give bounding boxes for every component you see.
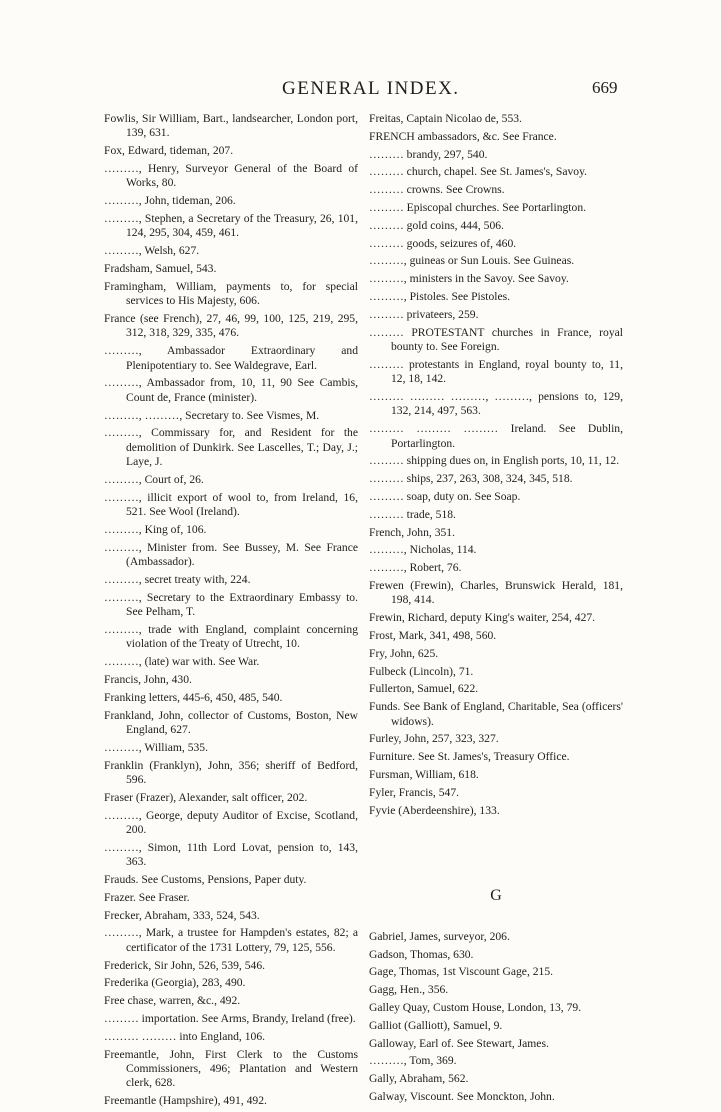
index-entry: ………, Tom, 369. xyxy=(369,1054,457,1068)
index-entry: ………, ………, Secretary to. See Vismes, M. xyxy=(104,408,320,422)
index-entry: ……… shipping dues on, in English ports, 10, 11, 12. xyxy=(369,454,620,468)
index-entry: ………, illicit export of wool to, from Ireland, 16, 521. See Wool (Ireland). xyxy=(104,490,358,519)
index-entry: Fowlis, Sir William, Bart., landsearcher, London port, 139, 631. xyxy=(104,112,358,140)
index-entry: Frankland, John, collector of Customs, Boston, New England, 627. xyxy=(104,708,358,737)
index-entry: Frecker, Abraham, 333, 524, 543. xyxy=(104,908,260,922)
section-letter-heading: G xyxy=(490,887,502,905)
index-entry: Galloway, Earl of. See Stewart, James. xyxy=(369,1036,549,1050)
index-entry: Fradsham, Samuel, 543. xyxy=(104,262,217,275)
index-entry: Galley Quay, Custom House, London, 13, 79. xyxy=(369,1000,582,1014)
index-entry: ………, William, 535. xyxy=(104,740,208,754)
index-entry: Franking letters, 445-6, 450, 485, 540. xyxy=(104,690,283,704)
index-entry: Freitas, Captain Nicolao de, 553. xyxy=(369,112,522,125)
section-spacer xyxy=(369,821,623,883)
index-entry: ………, Mark, a trustee for Hampden's estates, 82; a certificator of the 1731 Lottery, 79, 125, 556. xyxy=(104,926,358,954)
index-entry: ………, Minister from. See Bussey, M. See France (Ambassador). xyxy=(104,540,358,569)
index-entry: Frewin, Richard, deputy King's waiter, 254, 427. xyxy=(369,611,596,625)
index-entry: ……… PROTESTANT churches in France, royal bounty to. See Foreign. xyxy=(369,325,623,353)
index-entry: Fulbeck (Lincoln), 71. xyxy=(369,664,474,678)
index-entry: ………, Court of, 26. xyxy=(104,473,204,487)
page-header xyxy=(0,72,721,102)
index-entry: ……… Episcopal churches. See Portarlington. xyxy=(369,200,587,214)
index-entry: ………, Pistoles. See Pistoles. xyxy=(369,289,511,303)
index-entry: ………, Ambassador Extraordinary and Plenipotentiary to. See Waldegrave, Earl. xyxy=(104,344,358,372)
index-entry: France (see French), 27, 46, 99, 100, 125, 219, 295, 312, 318, 329, 335, 476. xyxy=(104,312,358,340)
index-entry: ………, Robert, 76. xyxy=(369,561,462,575)
index-section-f-continued xyxy=(369,112,623,818)
index-entry: ……… protestants in England, royal bounty to, 11, 12, 18, 142. xyxy=(369,357,623,386)
running-title: GENERAL INDEX. xyxy=(282,78,460,99)
index-entry: Fyvie (Aberdeenshire), 133. xyxy=(369,803,500,817)
page-number: 669 xyxy=(592,78,618,97)
index-entry: Gage, Thomas, 1st Viscount Gage, 215. xyxy=(369,965,554,979)
index-entry: ………, Commissary for, and Resident for the demolition of Dunkirk. See Lascelles, T.; Day, J.; Laye, J. xyxy=(104,426,358,469)
index-entry: ………, Stephen, a Secretary of the Treasury, 26, 101, 124, 295, 304, 459, 461. xyxy=(104,212,358,240)
index-entry: ………, secret treaty with, 224. xyxy=(104,573,251,587)
index-entry: ………, George, deputy Auditor of Excise, Scotland, 200. xyxy=(104,808,358,837)
index-entry: ……… privateers, 259. xyxy=(369,307,479,321)
index-entry: ………, Henry, Surveyor General of the Board of Works, 80. xyxy=(104,162,358,190)
index-column-left xyxy=(104,112,358,1112)
index-entry: ……… ships, 237, 263, 308, 324, 345, 518. xyxy=(369,472,573,486)
index-entry: ………, Ambassador from, 10, 11, 90 See Cambis, Count de, France (minister). xyxy=(104,376,358,404)
index-entry: ………, John, tideman, 206. xyxy=(104,194,236,208)
index-entry: Gagg, Hen., 356. xyxy=(369,983,449,997)
index-entry: ………, Secretary to the Extraordinary Embassy to. See Pelham, T. xyxy=(104,590,358,619)
index-entry: French, John, 351. xyxy=(369,525,455,539)
index-entry: Frewen (Frewin), Charles, Brunswick Herald, 181, 198, 414. xyxy=(369,578,623,607)
index-entry: Furley, John, 257, 323, 327. xyxy=(369,732,499,746)
index-entry: ……… soap, duty on. See Soap. xyxy=(369,489,521,503)
index-entry: ……… importation. See Arms, Brandy, Ireland (free). xyxy=(104,1012,356,1025)
index-entry: Frazer. See Fraser. xyxy=(104,890,190,904)
index-entry: ……… church, chapel. See St. James's, Savoy. xyxy=(369,165,588,179)
index-entry: Fursman, William, 618. xyxy=(369,767,479,781)
index-entry: ………, Nicholas, 114. xyxy=(369,543,477,557)
index-entry: ……… brandy, 297, 540. xyxy=(369,147,488,161)
index-entry: Fullerton, Samuel, 622. xyxy=(369,682,479,696)
index-entry: Framingham, William, payments to, for special services to His Majesty, 606. xyxy=(104,279,358,308)
index-entry: Galliot (Galliott), Samuel, 9. xyxy=(369,1018,503,1032)
index-entry: ……… ……… ………, ………, pensions to, 129, 132, 214, 497, 563. xyxy=(369,389,623,418)
index-entry: Gally, Abraham, 562. xyxy=(369,1072,469,1086)
index-entry: ……… gold coins, 444, 506. xyxy=(369,218,504,232)
index-entry: Fry, John, 625. xyxy=(369,646,439,660)
index-entry: Funds. See Bank of England, Charitable, Sea (officers' widows). xyxy=(369,700,623,728)
index-entry: Gadson, Thomas, 630. xyxy=(369,947,474,961)
index-entry: Furniture. See St. James's, Treasury Office. xyxy=(369,750,570,764)
index-entry: FRENCH ambassadors, &c. See France. xyxy=(369,129,557,143)
index-entry: Francis, John, 430. xyxy=(104,673,192,687)
index-entry: ……… trade, 518. xyxy=(369,507,456,521)
index-entry: Frauds. See Customs, Pensions, Paper duty. xyxy=(104,873,307,887)
index-entry: Gabriel, James, surveyor, 206. xyxy=(369,929,510,943)
index-entry: Fyler, Francis, 547. xyxy=(369,785,460,799)
index-entry: ……… ……… into England, 106. xyxy=(104,1029,266,1043)
index-entry: ………, Simon, 11th Lord Lovat, pension to, 143, 363. xyxy=(104,840,358,869)
index-entry: Frederick, Sir John, 526, 539, 546. xyxy=(104,958,266,972)
index-entry: Franklin (Franklyn), John, 356; sheriff of Bedford, 596. xyxy=(104,758,358,787)
index-entry: Freemantle, John, First Clerk to the Customs Commissioners, 496; Plantation and Western clerk, 628. xyxy=(104,1047,358,1090)
index-entry: ……… crowns. See Crowns. xyxy=(369,183,505,197)
index-entry: ………, ministers in the Savoy. See Savoy. xyxy=(369,272,569,286)
index-entry: ……… ……… ……… Ireland. See Dublin, Portarlington. xyxy=(369,422,623,450)
index-entry: ……… goods, seizures of, 460. xyxy=(369,236,517,250)
index-entry: ………, (late) war with. See War. xyxy=(104,655,260,669)
index-entry: Galway, Viscount. See Monckton, John. xyxy=(369,1089,555,1103)
index-entry: Frederika (Georgia), 283, 490. xyxy=(104,976,246,990)
index-entry: ………, trade with England, complaint concerning violation of the Treaty of Utrecht, 10. xyxy=(104,623,358,651)
index-entry: ………, Welsh, 627. xyxy=(104,244,200,258)
index-entry: Free chase, warren, &c., 492. xyxy=(104,994,241,1008)
index-entry: Freemantle (Hampshire), 491, 492. xyxy=(104,1094,267,1108)
index-entry: Fraser (Frazer), Alexander, salt officer, 202. xyxy=(104,790,308,804)
index-entry: ………, King of, 106. xyxy=(104,523,207,537)
index-column-right xyxy=(369,112,623,1108)
index-section-g xyxy=(369,930,623,1105)
index-entry: Fox, Edward, tideman, 207. xyxy=(104,144,234,158)
index-entry: Frost, Mark, 341, 498, 560. xyxy=(369,628,497,642)
index-entry: ………, guineas or Sun Louis. See Guineas. xyxy=(369,254,575,268)
